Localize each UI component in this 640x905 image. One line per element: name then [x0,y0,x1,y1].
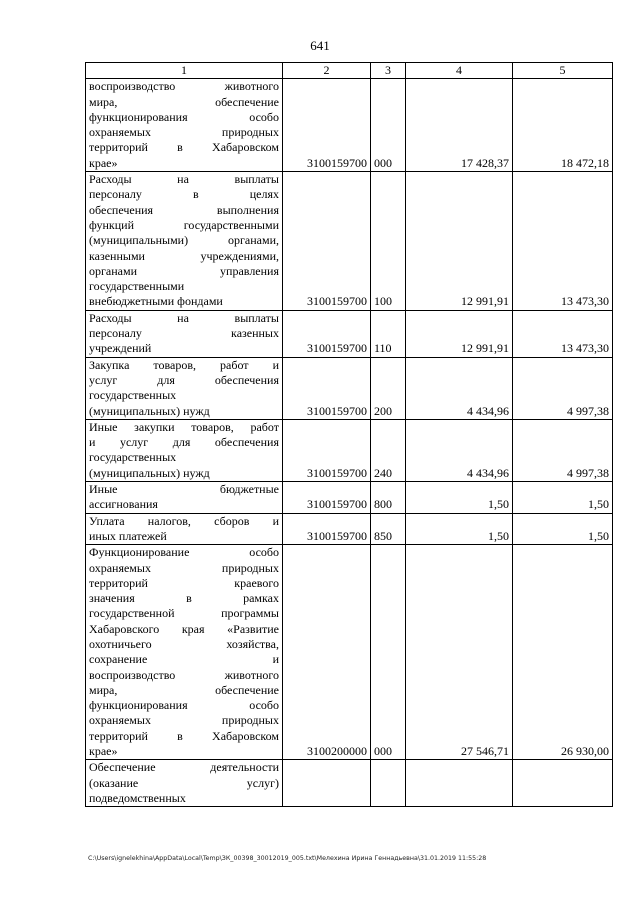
row-name-line: казенными учреждениями, [89,248,279,263]
row-value-year2: 1,50 [513,513,613,545]
row-name-line: функций государственными [89,217,279,232]
row-code: 3100159700 [283,482,371,514]
row-value-year1: 1,50 [406,513,513,545]
row-name-line: ассигнования [89,497,158,512]
row-name [86,310,283,357]
row-name [86,760,283,807]
row-value-year1: 27 546,71 [406,545,513,760]
row-name-line: Иные закупки товаров, работ [89,419,279,434]
row-name-line: сохранение и [89,652,279,667]
row-expense-type [371,760,406,807]
row-name-line: охраняемых природных [89,125,279,140]
row-name-line: территорий в Хабаровском [89,728,279,743]
row-expense-type: 800 [371,482,406,514]
row-name-line: Иные бюджетные [89,482,279,497]
row-name-line: охраняемых природных [89,560,279,575]
row-name [86,482,283,514]
row-code: 3100159700 [283,310,371,357]
row-expense-type: 100 [371,172,406,311]
row-name-line: Уплата налогов, сборов и [89,513,279,528]
row-name-line: (муниципальных) нужд [89,465,210,480]
row-name-line: территорий краевого [89,575,279,590]
row-code: 3100159700 [283,79,371,172]
row-name-line: Расходы на выплаты [89,172,279,187]
row-name-line: Закупка товаров, работ и [89,357,279,372]
row-value-year1: 4 434,96 [406,357,513,419]
table-row [86,760,613,807]
table-row [86,172,613,311]
table-row [86,79,613,172]
row-value-year2 [513,760,613,807]
row-name-line: Хабаровского края «Развитие [89,621,279,636]
column-header: 2 [283,63,371,79]
row-code: 3100159700 [283,513,371,545]
row-name-line: крае» [89,155,118,170]
row-value-year2: 13 473,30 [513,172,613,311]
row-name [86,545,283,760]
row-name-line: значения в рамках [89,591,279,606]
row-expense-type: 850 [371,513,406,545]
row-name [86,172,283,311]
row-name [86,513,283,545]
row-name [86,357,283,419]
row-value-year2: 4 997,38 [513,357,613,419]
column-header: 3 [371,63,406,79]
column-header: 4 [406,63,513,79]
row-name-line: подведомственных [89,790,186,805]
row-name-line: учреждений [89,341,152,356]
row-name-line: охраняемых природных [89,713,279,728]
table-row [86,545,613,760]
row-value-year1: 12 991,91 [406,310,513,357]
row-expense-type: 200 [371,357,406,419]
row-name-line: услуг для обеспечения [89,372,279,387]
row-name-line: государственной программы [89,606,279,621]
row-name-line: и услуг для обеспечения [89,435,279,450]
row-name-line: воспроизводство животного [89,79,279,94]
row-value-year1: 12 991,91 [406,172,513,311]
row-name-line: иных платежей [89,528,167,543]
row-name-line: персоналу казенных [89,326,279,341]
header-row [86,63,613,79]
row-value-year2: 26 930,00 [513,545,613,760]
table-row [86,419,613,481]
row-value-year2: 4 997,38 [513,419,613,481]
row-name-line: (муниципальными) органами, [89,233,279,248]
row-name-line: (муниципальных) нужд [89,403,210,418]
row-value-year2: 1,50 [513,482,613,514]
row-code [283,760,371,807]
row-name-line: функционирования особо [89,698,279,713]
row-name-line: государственных [89,450,177,465]
row-value-year1: 1,50 [406,482,513,514]
row-name-line: (оказание услуг) [89,775,279,790]
row-name-line: персоналу в целях [89,187,279,202]
row-name [86,419,283,481]
row-code: 3100159700 [283,357,371,419]
row-value-year2: 13 473,30 [513,310,613,357]
row-name-line: Обеспечение деятельности [89,760,279,775]
table-row [86,513,613,545]
row-name-line: обеспечения выполнения [89,202,279,217]
row-name-line: мира, обеспечение [89,94,279,109]
row-name-line: государственных [89,388,177,403]
row-value-year1: 4 434,96 [406,419,513,481]
row-name-line: государственными [89,279,185,294]
row-expense-type: 240 [371,419,406,481]
row-name-line: внебюджетными фондами [89,294,223,309]
row-expense-type: 000 [371,79,406,172]
table-row [86,482,613,514]
budget-table [85,62,613,807]
row-name-line: территорий в Хабаровском [89,140,279,155]
column-header: 1 [86,63,283,79]
table-row [86,310,613,357]
row-value-year1: 17 428,37 [406,79,513,172]
row-expense-type: 110 [371,310,406,357]
row-name-line: воспроизводство животного [89,667,279,682]
row-name-line: мира, обеспечение [89,682,279,697]
row-name-line: Расходы на выплаты [89,310,279,325]
column-header: 5 [513,63,613,79]
row-code: 3100159700 [283,419,371,481]
table-row [86,357,613,419]
row-code: 3100159700 [283,172,371,311]
row-value-year2: 18 472,18 [513,79,613,172]
row-code: 3100200000 [283,545,371,760]
file-path-footer: C:\Users\ignelekhina\AppData\Local\Temp\ЗК_00398_30012019_005.txt\Мелехина Ирина Геннадьевна\31.01.2019 11:55:28 [88,855,487,862]
row-name-line: крае» [89,744,118,759]
row-name-line: функционирования особо [89,109,279,124]
row-name [86,79,283,172]
row-value-year1 [406,760,513,807]
row-name-line: органами управления [89,263,279,278]
page-number: 641 [310,38,330,53]
row-expense-type: 000 [371,545,406,760]
row-name-line: Функционирование особо [89,545,279,560]
row-name-line: охотничьего хозяйства, [89,636,279,651]
